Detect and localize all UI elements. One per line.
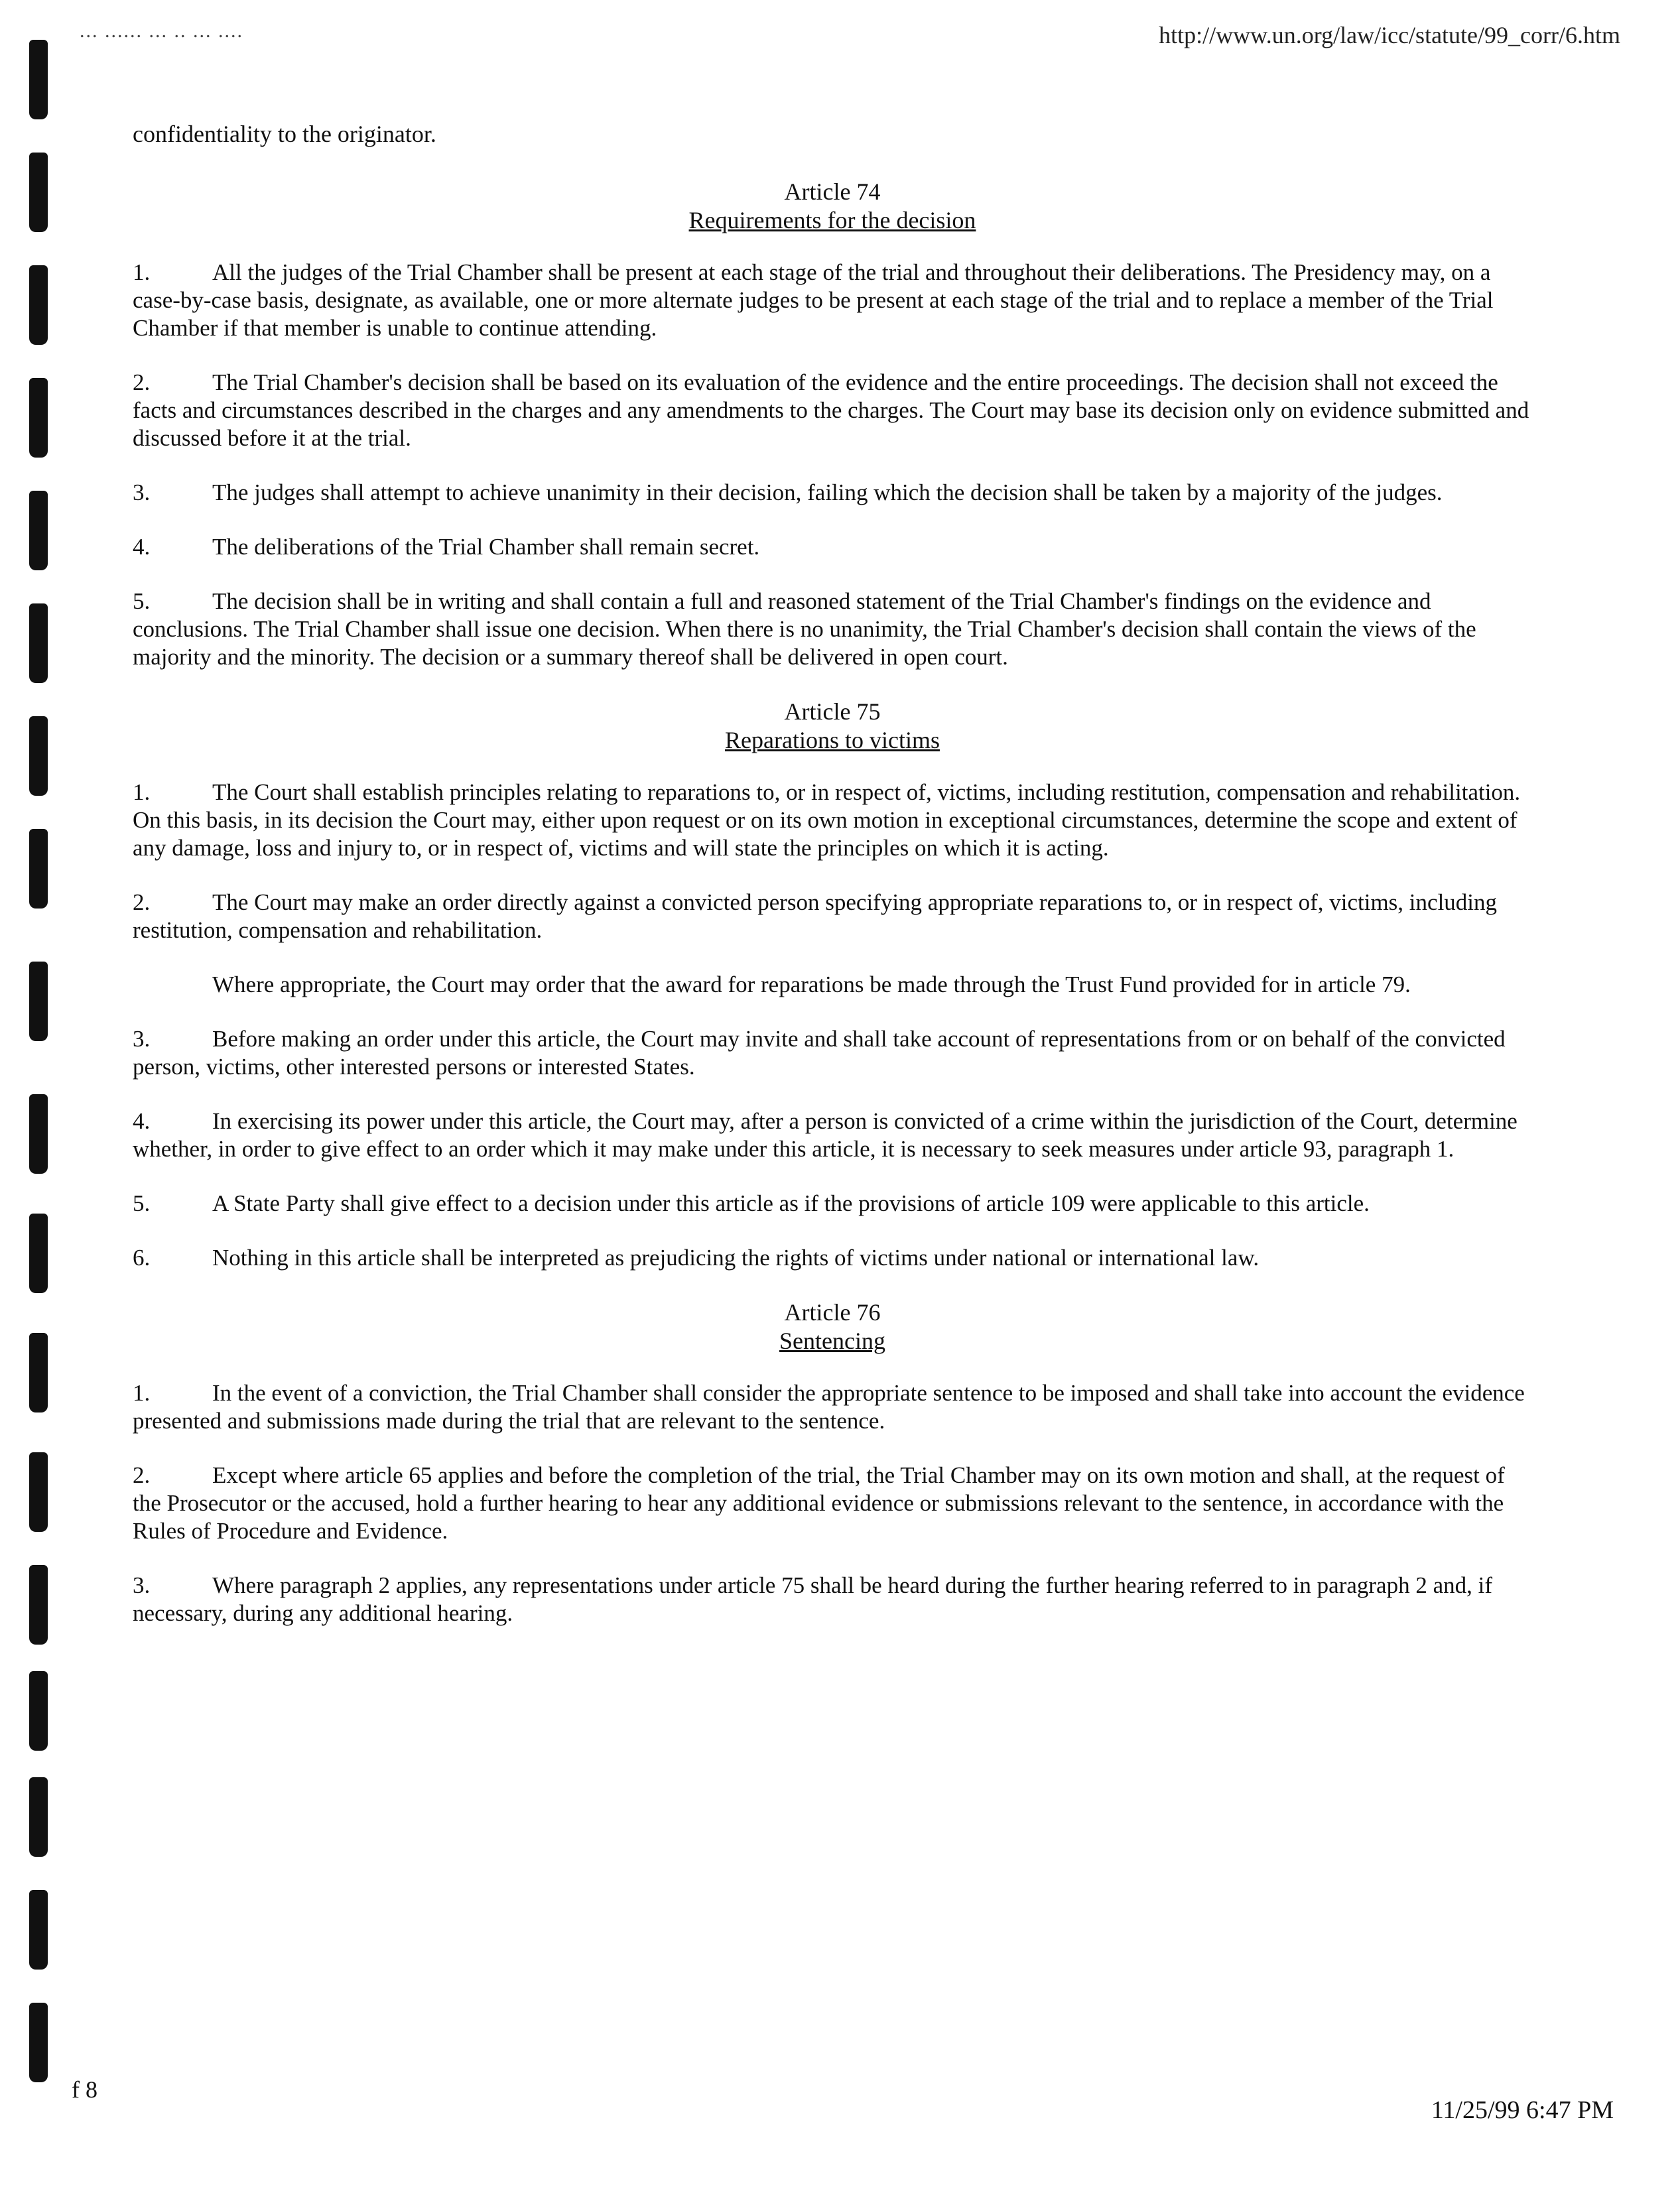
paragraph-number: 3. (133, 1026, 151, 1052)
paragraph-number: 1. (133, 779, 151, 805)
binder-hole (29, 491, 48, 570)
article-title: Requirements for the decision (688, 207, 976, 233)
paragraph-text: The Court shall establish principles relating to reparations to, or in respect of, victims, including restitution, compensation and rehabilitation. On this basis, in its decision the Court may, either upon request or on its own motion in exceptional circumstances, determine the scope and extent of any damage, loss and injury to, or in respect of, victims and will state the principles on which it is acting. (133, 779, 1521, 861)
paragraph-text: A State Party shall give effect to a decision under this article as if the provisions of article 109 were applicable to this article. (212, 1190, 1370, 1216)
paragraph-number: 3. (133, 1572, 151, 1598)
print-header-title: ... ...... ... .. ... .... (80, 20, 243, 42)
paragraph-number: 3. (133, 479, 151, 505)
paragraph-number: 2. (133, 369, 151, 395)
article-paragraph (133, 1190, 1532, 1218)
binder-hole (29, 603, 48, 683)
article-paragraph (133, 1379, 1532, 1435)
article-paragraph (133, 1462, 1532, 1545)
article-section (133, 1298, 1532, 1627)
article-paragraph (133, 588, 1532, 671)
paragraph-number: 4. (133, 1108, 151, 1134)
article-paragraph (133, 1025, 1532, 1081)
article-section (133, 698, 1532, 1272)
paragraph-text: Before making an order under this article, the Court may invite and shall take account of representations from or on behalf of the convicted person, victims, other interested persons or interested States. (133, 1026, 1506, 1080)
paragraph-number: 2. (133, 1462, 151, 1488)
paragraph-text: In the event of a conviction, the Trial Chamber shall consider the appropriate sentence to be imposed and shall take into account the evidence presented and submissions made during the trial that are relevant to the sentence. (133, 1380, 1525, 1434)
print-header-url: http://www.un.org/law/icc/statute/99_corr/6.htm (1159, 22, 1620, 48)
binder-hole (29, 962, 48, 1041)
article-paragraph (133, 369, 1532, 452)
binder-hole (29, 1777, 48, 1857)
article-paragraph (133, 1572, 1532, 1627)
paragraph-text: Where appropriate, the Court may order that the award for reparations be made through the Trust Fund provided for in article 79. (212, 972, 1411, 997)
article-paragraph (133, 259, 1532, 342)
paragraph-text: The Trial Chamber's decision shall be based on its evaluation of the evidence and the entire proceedings. The decision shall not exceed the facts and circumstances described in the charges and any amendments to the charges. The Court may base its decision only on evidence submitted and discussed before it at the trial. (133, 369, 1529, 451)
paragraph-number: 1. (133, 259, 151, 285)
article-title: Sentencing (779, 1328, 885, 1354)
paragraph-text: The deliberations of the Trial Chamber shall remain secret. (212, 534, 760, 560)
paragraph-text: All the judges of the Trial Chamber shall be present at each stage of the trial and throughout their deliberations. The Presidency may, on a case-by-case basis, designate, as available, one or more alternate judges to be present at each stage of the trial and to replace a member of the Trial Chamber if that member is unable to continue attending. (133, 259, 1494, 341)
binder-hole (29, 1671, 48, 1751)
binder-hole (29, 265, 48, 345)
binder-hole (29, 2003, 48, 2082)
article-paragraph (133, 533, 1532, 561)
articles-list (133, 178, 1532, 1627)
page-number: f 8 (72, 2076, 97, 2103)
paragraph-text: The judges shall attempt to achieve unanimity in their decision, failing which the decision shall be taken by a majority of the judges. (212, 479, 1443, 505)
print-datetime: 11/25/99 6:47 PM (1431, 2096, 1614, 2124)
binder-hole (29, 153, 48, 232)
article-paragraph (133, 479, 1532, 507)
paragraph-text: In exercising its power under this article, the Court may, after a person is convicted of a crime within the jurisdiction of the Court, determine whether, in order to give effect to an order which it may make under this article, it is necessary to seek measures under article 93, paragraph 1. (133, 1108, 1518, 1162)
paragraph-number: 5. (133, 588, 151, 614)
article-number: Article 75 (784, 698, 881, 725)
binder-hole (29, 378, 48, 458)
paragraph-text: The Court may make an order directly against a convicted person specifying appropriate reparations to, or in respect of, victims, including restitution, compensation and rehabilitation. (133, 889, 1498, 943)
paragraph-number: 5. (133, 1190, 151, 1216)
lead-text: confidentiality to the originator. (133, 121, 436, 147)
paragraph-text: Where paragraph 2 applies, any representations under article 75 shall be heard during the further hearing referred to in paragraph 2 and, if necessary, during any additional hearing. (133, 1572, 1493, 1626)
article-paragraph (133, 889, 1532, 944)
paragraph-text: The decision shall be in writing and shall contain a full and reasoned statement of the Trial Chamber's findings on the evidence and conclusions. The Trial Chamber shall issue one decision. When there is no unanimity, the Trial Chamber's decision shall contain the views of the majority and the minority. The decision or a summary thereof shall be delivered in open court. (133, 588, 1476, 670)
article-heading (133, 698, 1532, 755)
binder-hole (29, 40, 48, 119)
article-heading (133, 1298, 1532, 1355)
paragraph-number: 1. (133, 1380, 151, 1406)
article-paragraph (133, 1244, 1532, 1272)
article-paragraph (133, 779, 1532, 862)
article-number: Article 74 (784, 178, 881, 205)
article-section (133, 178, 1532, 671)
paragraph-number: 4. (133, 534, 151, 560)
binder-hole (29, 1565, 48, 1645)
document-body (133, 119, 1532, 1654)
binder-holes (23, 40, 69, 2162)
binder-hole (29, 1333, 48, 1412)
paragraph-text: Except where article 65 applies and before the completion of the trial, the Trial Chamber may on its own motion and shall, at the request of the Prosecutor or the accused, hold a further hearing to hear any additional evidence or submissions relevant to the sentence, in accordance with the Rules of Procedure and Evidence. (133, 1462, 1505, 1544)
binder-hole (29, 716, 48, 796)
binder-hole (29, 1452, 48, 1532)
paragraph-number: 6. (133, 1245, 151, 1271)
binder-hole (29, 1214, 48, 1293)
article-heading (133, 178, 1532, 235)
paragraph-number: 2. (133, 889, 151, 915)
article-paragraph (133, 971, 1532, 999)
paragraph-text: Nothing in this article shall be interpreted as prejudicing the rights of victims under national or international law. (212, 1245, 1260, 1271)
article-paragraph (133, 1107, 1532, 1163)
article-title: Reparations to victims (725, 727, 940, 753)
article-number: Article 76 (784, 1299, 881, 1326)
binder-hole (29, 1890, 48, 1970)
binder-hole (29, 1094, 48, 1174)
binder-hole (29, 829, 48, 909)
